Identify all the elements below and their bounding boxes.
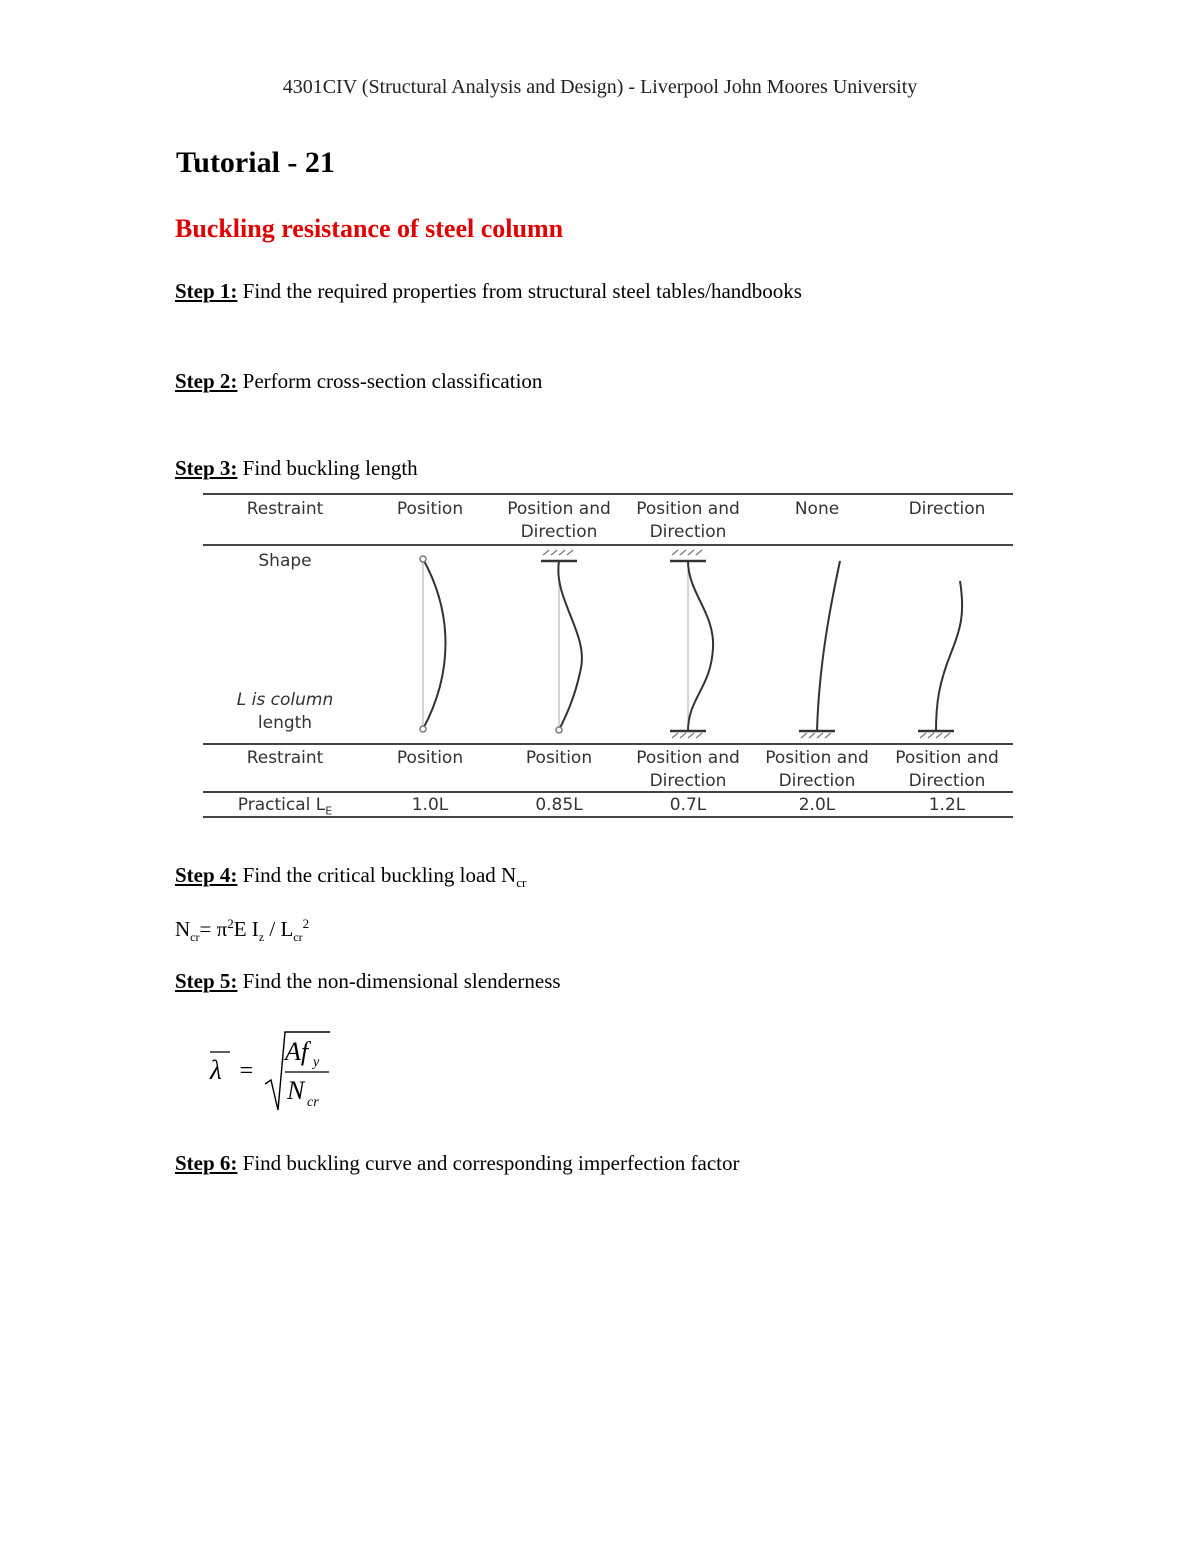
buckling-length-table [203, 493, 1013, 823]
top-restraint-3: Position and Direction [636, 499, 740, 542]
practical-le-value: 0.85L [535, 795, 583, 815]
step-text: Perform cross-section classification [237, 369, 543, 393]
denominator: N [287, 1076, 305, 1105]
page-title: Tutorial - 21 [176, 146, 335, 179]
restraint-label-top: Restraint [246, 499, 324, 519]
top-restraint-2: Position and Direction [507, 499, 611, 542]
step-text: Find the required properties from structural steel tables/handbooks [237, 279, 802, 303]
step-text: Find the non-dimensional slenderness [237, 969, 561, 993]
table-rule [203, 743, 1013, 745]
step-text: Find the critical buckling load N [237, 863, 517, 887]
practical-le-value: 0.7L [669, 795, 707, 815]
step-label: Step 1: [175, 279, 238, 303]
hatch-icon [672, 550, 702, 555]
slenderness-formula [205, 1022, 345, 1117]
restraint-label-bottom: Restraint [246, 748, 324, 768]
step-label: Step 5: [175, 969, 238, 993]
step-label: Step 2: [175, 369, 238, 393]
step-label: Step 4: [175, 863, 238, 887]
bottom-restraint-5: Position and Direction [895, 748, 999, 791]
step-subscript: cr [516, 875, 527, 891]
numerator-sub: y [313, 1055, 320, 1070]
buckled-curve-3 [688, 561, 713, 731]
buckled-shapes-diagram [203, 493, 1013, 743]
bottom-restraint-1: Position [396, 748, 464, 768]
buckled-curve-5 [936, 581, 962, 731]
step-5 [175, 969, 561, 994]
step-3 [175, 456, 418, 481]
equals-sign: = [238, 1058, 255, 1084]
shape-label: Shape [258, 551, 312, 571]
numerator: Af [285, 1037, 309, 1066]
bottom-restraint-2: Position [525, 748, 593, 768]
buckled-curve-1 [423, 559, 446, 729]
step-4 [175, 863, 526, 891]
step-6 [175, 1151, 740, 1176]
buckled-curve-4 [817, 561, 840, 731]
section-subtitle: Buckling resistance of steel column [175, 214, 564, 243]
step-label: Step 6: [175, 1151, 238, 1175]
step-1 [175, 279, 802, 304]
pin-top-icon [420, 556, 426, 562]
hatch-icon [543, 550, 573, 555]
page-header: 4301CIV (Structural Analysis and Design) - Liverpool John Moores University [282, 76, 918, 98]
top-restraint-1: Position [396, 499, 464, 519]
lambda-symbol: λ [210, 1055, 222, 1085]
practical-le-label: Practical $L_E$ [237, 795, 333, 818]
top-restraint-4: None [794, 499, 840, 519]
bottom-restraint-4: Position and Direction [765, 748, 869, 791]
step-label: Step 3: [175, 456, 238, 480]
hatch-icon [801, 733, 831, 738]
table-rule [203, 791, 1013, 793]
hatch-icon [672, 733, 702, 738]
column-length-note: L is column length [236, 690, 334, 733]
step-text: Find buckling curve and corresponding imperfection factor [237, 1151, 740, 1175]
practical-le-value: 2.0L [798, 795, 836, 815]
step-2 [175, 369, 542, 394]
pin-bottom-icon [420, 726, 426, 732]
practical-le-value: 1.2L [928, 795, 966, 815]
buckled-curve-2 [558, 561, 582, 730]
hatch-icon [920, 733, 950, 738]
step-text: Find buckling length [237, 456, 418, 480]
practical-le-value: 1.0L [411, 795, 449, 815]
pin-bottom-icon [556, 727, 562, 733]
bottom-restraint-3: Position and Direction [636, 748, 740, 791]
critical-load-formula: $N_{cr}= \pi^2E$ $I_z / L_{cr}^2$ [175, 916, 310, 945]
top-restraint-5: Direction [908, 499, 986, 519]
denominator-sub: cr [307, 1095, 319, 1110]
